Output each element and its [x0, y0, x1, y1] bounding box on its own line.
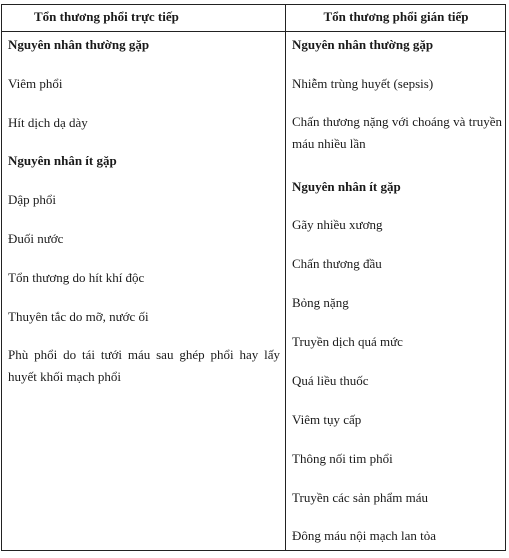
indirect-rare-item: Viêm tụy cấp: [292, 412, 362, 427]
indirect-rare-item: Truyền các sản phẩm máu: [292, 490, 428, 505]
direct-rare-item: Dập phổi: [8, 192, 57, 207]
indirect-rare-item: Đông máu nội mạch lan tỏa: [292, 528, 437, 543]
direct-rare-item: Thuyên tắc do mỡ, nước ối: [8, 309, 149, 324]
header-indirect: Tổn thương phổi gián tiếp: [323, 9, 469, 24]
header-direct: Tổn thương phổi trực tiếp: [34, 9, 179, 24]
indirect-rare-item: Quá liều thuốc: [292, 373, 369, 388]
indirect-rare-item: Chấn thương đầu: [292, 256, 382, 271]
indirect-common-item: Nhiễm trùng huyết (sepsis): [292, 76, 434, 91]
direct-common-heading: Nguyên nhân thường gặp: [8, 37, 150, 52]
indirect-rare-item: Bỏng nặng: [292, 295, 349, 310]
direct-rare-item: Tổn thương do hít khí độc: [8, 270, 145, 285]
direct-rare-item: Phù phổi do tái tưới máu sau ghép phổi hay lấy huyết khối mạch phổi: [8, 347, 280, 384]
indirect-rare-item: Gãy nhiều xương: [292, 217, 383, 232]
indirect-rare-heading: Nguyên nhân ít gặp: [292, 179, 401, 194]
column-divider: [285, 5, 286, 550]
direct-common-item: Hít dịch dạ dày: [8, 115, 88, 130]
direct-rare-heading: Nguyên nhân ít gặp: [8, 153, 117, 168]
indirect-common-heading: Nguyên nhân thường gặp: [292, 37, 434, 52]
causes-table: [1, 4, 506, 551]
direct-common-item: Viêm phổi: [8, 76, 63, 91]
direct-rare-item: Đuối nước: [8, 231, 64, 246]
indirect-rare-item: Thông nối tim phổi: [292, 451, 393, 466]
indirect-rare-item: Truyền dịch quá mức: [292, 334, 403, 349]
header-divider: [2, 31, 505, 32]
indirect-common-item: Chấn thương nặng với choáng và truyền máu nhiều lần: [292, 114, 502, 151]
